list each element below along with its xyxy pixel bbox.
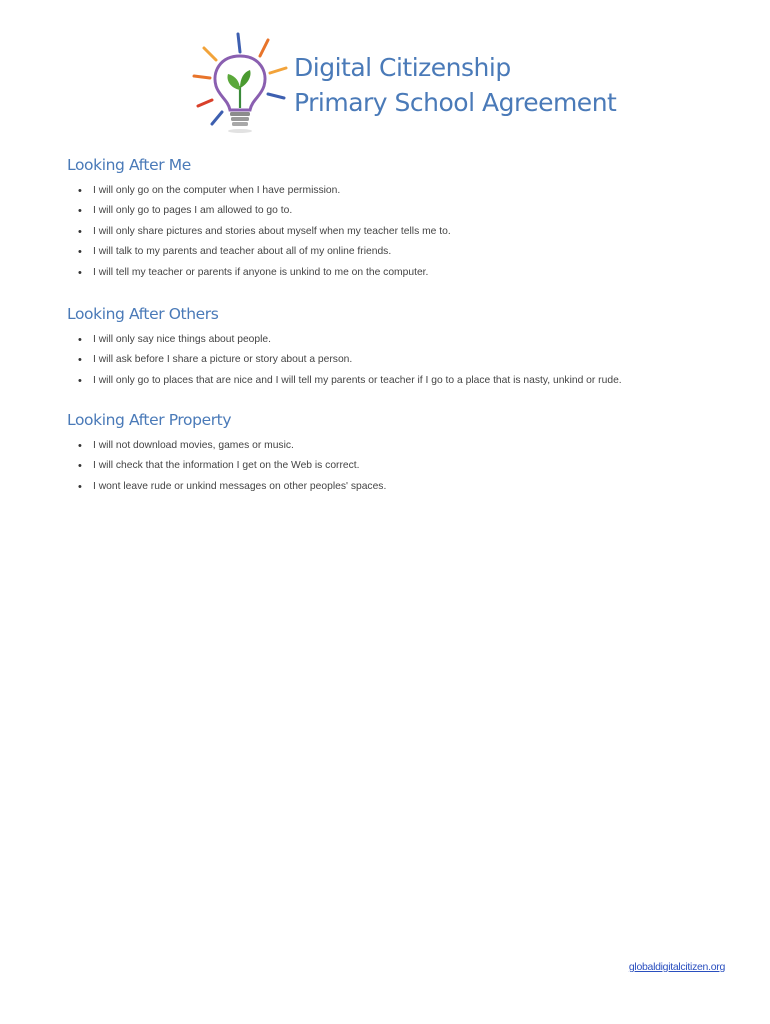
list-item: • I will tell my teacher or parents if anyone is unkind to me on the computer. [67, 263, 727, 283]
section-looking-after-others [67, 304, 727, 391]
list-item: • I will only share pictures and stories about myself when my teacher tells me to. [67, 222, 727, 242]
section-heading: Looking After Others [67, 305, 219, 323]
list-item: • I will only go to places that are nice and I will tell my parents or teacher if I go to a place that is nasty, unkind or rude. [67, 371, 727, 391]
website-link[interactable]: globaldigitalcitizen.org [628, 961, 725, 973]
list-item: • I will talk to my parents and teacher about all of my online friends. [67, 242, 727, 262]
list-item: • I will only go to pages I am allowed to go to. [67, 201, 727, 221]
lightbulb-seedling-icon [190, 28, 290, 136]
section-heading: Looking After Property [67, 411, 232, 429]
section-looking-after-me [67, 155, 727, 283]
list-item: • I will ask before I share a picture or story about a person. [67, 350, 727, 370]
agreement-list [67, 181, 727, 283]
document-header [190, 28, 670, 138]
title-line-2: Primary School Agreement [294, 88, 617, 117]
agreement-list [67, 436, 727, 497]
list-item: • I wont leave rude or unkind messages on other peoples' spaces. [67, 477, 727, 497]
list-item: • I will not download movies, games or music. [67, 436, 727, 456]
document-title [294, 50, 616, 120]
section-looking-after-property [67, 410, 727, 497]
agreement-list [67, 330, 727, 391]
list-item: • I will check that the information I get on the Web is correct. [67, 456, 727, 476]
list-item: • I will only say nice things about people. [67, 330, 727, 350]
list-item: • I will only go on the computer when I have permission. [67, 181, 727, 201]
title-line-1: Digital Citizenship [294, 53, 511, 82]
section-heading: Looking After Me [67, 156, 191, 174]
